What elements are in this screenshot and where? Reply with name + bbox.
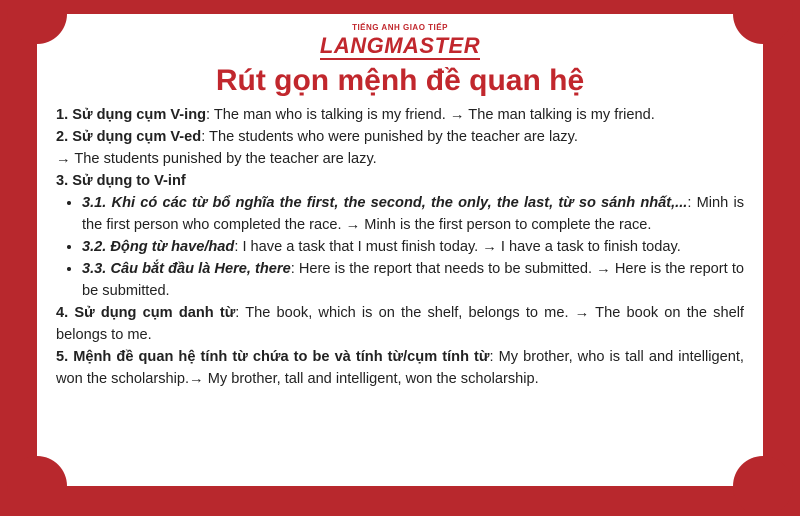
section-text: : The book, which is on the shelf, belongs to me. → The book on the shelf belongs to me. [56, 305, 744, 343]
list-item [82, 192, 744, 236]
section-heading: 3. Sử dụng to V-inf [56, 173, 186, 189]
section-heading: 4. Sử dụng cụm danh từ [56, 305, 236, 321]
section-text: : The man who is talking is my friend. → The man talking is my friend. [206, 107, 655, 123]
brand-logo [56, 24, 744, 60]
item-text: : Here is the report that needs to be submitted. → Here is the report to be submitted. [82, 261, 744, 299]
page-title: Rút gọn mệnh đề quan hệ [215, 64, 585, 97]
section-text: : My brother, who is tall and intelligent, won the scholarship.→ My brother, tall and intelligent, won the scholarship. [56, 349, 744, 387]
section-heading: 1. Sử dụng cụm V-ing [56, 107, 207, 123]
section-1 [56, 104, 744, 126]
section-5 [56, 346, 744, 390]
section-4 [56, 302, 744, 346]
brand-subtitle: TIẾNG ANH GIAO TIẾP [352, 23, 448, 32]
item-text: : I have a task that I must finish today. → I have a task to finish today. [234, 239, 681, 255]
section-2-result: → The students punished by the teacher are lazy. [56, 151, 377, 167]
section-heading: 5. Mệnh đề quan hệ tính từ chứa to be và tính từ/cụm tính từ [56, 349, 490, 365]
section-text: : The students who were punished by the teacher are lazy. [201, 129, 578, 145]
item-label: 3.2. Động từ have/had [82, 239, 235, 255]
item-label: 3.3. Câu bắt đầu là Here, there [82, 261, 291, 277]
section-2 [56, 126, 744, 148]
list-item [82, 258, 744, 302]
item-label: 3.1. Khi có các từ bổ nghĩa the first, the second, the only, the last, từ so sánh nhất,... [82, 195, 688, 211]
brand-name: LANGMASTER [319, 33, 481, 58]
list-item [82, 236, 744, 258]
section-3-list [56, 192, 744, 302]
content-card [37, 14, 763, 486]
lesson-content [56, 104, 744, 390]
corner-cutout [733, 456, 793, 516]
item-text: : Minh is the first person who completed the race. → Minh is the first person to complete the race. [82, 195, 744, 233]
corner-cutout [7, 456, 67, 516]
section-3 [56, 170, 744, 192]
section-heading: 2. Sử dụng cụm V-ed [56, 129, 202, 145]
